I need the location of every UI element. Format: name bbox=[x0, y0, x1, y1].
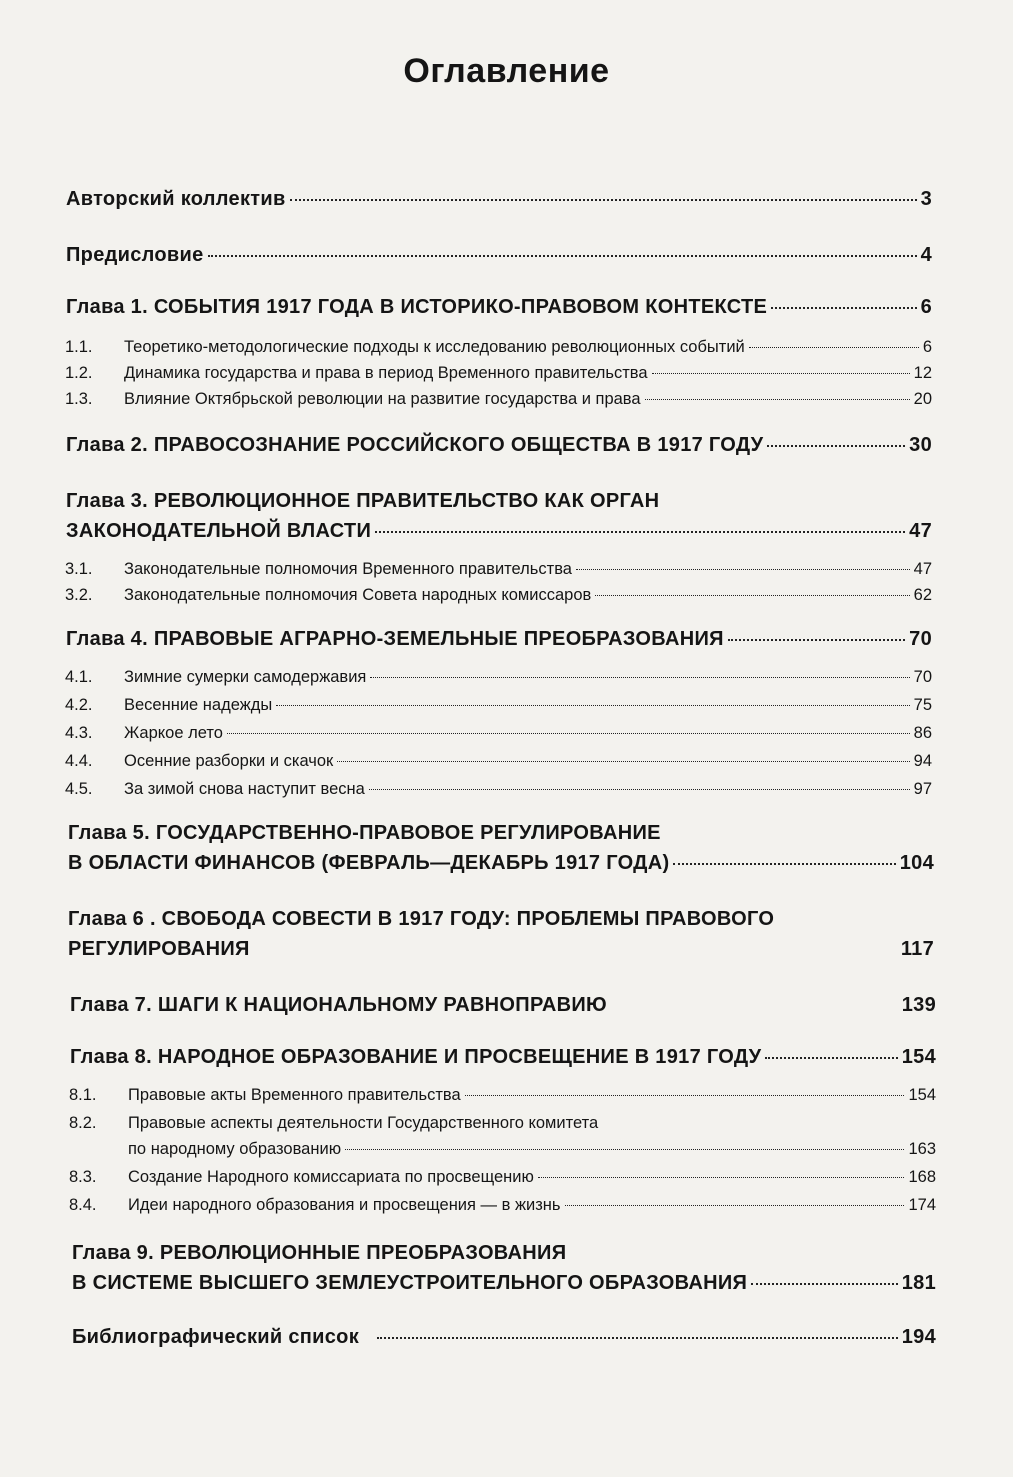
toc-entry-section-4-3[interactable] bbox=[65, 724, 932, 743]
dot-leader bbox=[370, 677, 909, 678]
toc-page-number: 181 bbox=[901, 1272, 936, 1294]
toc-page-number: 154 bbox=[901, 1046, 936, 1068]
dot-leader bbox=[538, 1177, 905, 1178]
toc-entry-label: Глава 1. СОБЫТИЯ 1917 ГОДА В ИСТОРИКО-ПРАВОВОМ КОНТЕКСТЕ bbox=[66, 296, 768, 318]
dot-leader bbox=[290, 199, 917, 201]
section-number: 8.1. bbox=[69, 1086, 97, 1104]
toc-page-number: 104 bbox=[899, 852, 934, 874]
toc-page-number: 168 bbox=[908, 1168, 936, 1186]
dot-leader bbox=[375, 531, 905, 533]
toc-page-number: 6 bbox=[922, 338, 932, 356]
toc-page-number: 4 bbox=[920, 244, 932, 266]
toc-page-number: 174 bbox=[908, 1196, 936, 1214]
section-number: 8.3. bbox=[69, 1168, 97, 1186]
section-number: 8.4. bbox=[69, 1196, 97, 1214]
toc-entry-section-4-4[interactable] bbox=[65, 752, 932, 771]
toc-entry-section-8-2[interactable] bbox=[69, 1114, 936, 1159]
dot-leader bbox=[611, 1005, 898, 1007]
toc-entry-label: РЕГУЛИРОВАНИЯ bbox=[68, 938, 250, 960]
toc-entry-section-4-2[interactable] bbox=[65, 696, 932, 715]
dot-leader bbox=[749, 347, 919, 348]
dot-leader bbox=[728, 639, 905, 641]
toc-entry-label: Авторский коллектив bbox=[66, 188, 286, 210]
toc-page-number: 70 bbox=[909, 628, 932, 650]
dot-leader bbox=[673, 863, 895, 865]
toc-entry-label: Идеи народного образования и просвещения — в жизнь bbox=[128, 1196, 561, 1214]
toc-page-number: 30 bbox=[909, 434, 932, 456]
toc-entry-label: Законодательные полномочия Совета народных комиссаров bbox=[124, 586, 592, 604]
toc-entry-label: Теоретико-методологические подходы к исследованию революционных событий bbox=[124, 338, 745, 356]
dot-leader bbox=[565, 1205, 905, 1206]
dot-leader bbox=[254, 949, 897, 951]
dot-leader bbox=[227, 733, 910, 734]
toc-entry-label: Создание Народного комиссариата по просвещению bbox=[128, 1168, 534, 1186]
dot-leader bbox=[276, 705, 909, 706]
section-number: 1.2. bbox=[65, 364, 93, 382]
toc-entry-section-1-3[interactable] bbox=[65, 390, 932, 409]
toc-entry-label: Весенние надежды bbox=[124, 696, 273, 714]
toc-entry-chapter-2[interactable] bbox=[66, 434, 932, 457]
toc-entry-label: Зимние сумерки самодержавия bbox=[124, 668, 367, 686]
section-number: 4.2. bbox=[65, 696, 93, 714]
page-title: Оглавление bbox=[403, 52, 610, 90]
toc-entry-label: Глава 4. ПРАВОВЫЕ АГРАРНО-ЗЕМЕЛЬНЫЕ ПРЕОБРАЗОВАНИЯ bbox=[66, 628, 724, 650]
section-number: 4.4. bbox=[65, 752, 93, 770]
dot-leader bbox=[337, 761, 909, 762]
dot-leader bbox=[465, 1095, 905, 1096]
toc-page-number: 3 bbox=[920, 188, 932, 210]
toc-entry-chapter-5-line1[interactable]: Глава 5. ГОСУДАРСТВЕННО-ПРАВОВОЕ РЕГУЛИРОВАНИЕ bbox=[68, 822, 661, 844]
toc-entry-section-1-2[interactable] bbox=[65, 364, 932, 383]
toc-entry-section-1-1[interactable] bbox=[65, 338, 932, 357]
toc-entry-label: Законодательные полномочия Временного правительства bbox=[124, 560, 572, 578]
toc-page-number: 194 bbox=[901, 1326, 936, 1348]
section-number: 4.1. bbox=[65, 668, 93, 686]
toc-entry-bibliography[interactable] bbox=[72, 1326, 936, 1349]
toc-page-number: 86 bbox=[913, 724, 932, 742]
toc-entry-chapter-3[interactable] bbox=[66, 520, 932, 543]
toc-entry-chapter-4[interactable] bbox=[66, 628, 932, 651]
toc-entry-section-8-1[interactable] bbox=[69, 1086, 936, 1105]
toc-page-number: 6 bbox=[920, 296, 932, 318]
toc-entry-chapter-7[interactable] bbox=[70, 994, 936, 1017]
toc-entry-label-line1: Правовые аспекты деятельности Государственного комитета bbox=[128, 1114, 599, 1132]
toc-entry-section-8-3[interactable] bbox=[69, 1168, 936, 1187]
toc-entry-chapter-9-line1[interactable]: Глава 9. РЕВОЛЮЦИОННЫЕ ПРЕОБРАЗОВАНИЯ bbox=[72, 1242, 567, 1264]
toc-entry-label: Влияние Октябрьской революции на развитие государства и права bbox=[124, 390, 641, 408]
toc-page-number: 20 bbox=[913, 390, 932, 408]
toc-entry-chapter-8[interactable] bbox=[70, 1046, 936, 1069]
dot-leader bbox=[595, 595, 909, 596]
toc-entry-label: Жаркое лето bbox=[124, 724, 223, 742]
section-number: 4.3. bbox=[65, 724, 93, 742]
toc-entry-label: ЗАКОНОДАТЕЛЬНОЙ ВЛАСТИ bbox=[66, 520, 372, 542]
toc-page-number: 62 bbox=[913, 586, 932, 604]
toc-page-number: 47 bbox=[909, 520, 932, 542]
toc-entry-preface[interactable] bbox=[66, 244, 932, 267]
toc-entry-chapter-6-line1[interactable]: Глава 6 . СВОБОДА СОВЕСТИ В 1917 ГОДУ: ПРОБЛЕМЫ ПРАВОВОГО bbox=[68, 908, 775, 930]
toc-page-number: 154 bbox=[908, 1086, 936, 1104]
toc-entry-label: Осенние разборки и скачок bbox=[124, 752, 334, 770]
toc-page-number: 97 bbox=[913, 780, 932, 798]
toc-page-number: 163 bbox=[908, 1140, 936, 1158]
toc-entry-section-4-1[interactable] bbox=[65, 668, 932, 687]
section-number: 4.5. bbox=[65, 780, 93, 798]
dot-leader bbox=[751, 1283, 898, 1285]
section-number: 1.1. bbox=[65, 338, 93, 356]
toc-entry-chapter-1[interactable] bbox=[66, 296, 932, 319]
toc-entry-section-8-4[interactable] bbox=[69, 1196, 936, 1215]
toc-page-number: 70 bbox=[913, 668, 932, 686]
toc-page-number: 139 bbox=[901, 994, 936, 1016]
toc-entry-chapter-3-line1[interactable]: Глава 3. РЕВОЛЮЦИОННОЕ ПРАВИТЕЛЬСТВО КАК ОРГАН bbox=[66, 490, 660, 512]
toc-entry-label: Предисловие bbox=[66, 244, 204, 266]
section-number: 8.2. bbox=[69, 1114, 97, 1132]
toc-entry-section-3-1[interactable] bbox=[65, 560, 932, 579]
toc-page-number: 75 bbox=[913, 696, 932, 714]
toc-entry-chapter-6[interactable] bbox=[68, 938, 934, 961]
toc-entry-chapter-5[interactable] bbox=[68, 852, 934, 875]
toc-entry-label: В ОБЛАСТИ ФИНАНСОВ (ФЕВРАЛЬ—ДЕКАБРЬ 1917 ГОДА) bbox=[68, 852, 670, 874]
dot-leader bbox=[345, 1149, 904, 1150]
toc-page-number: 117 bbox=[900, 938, 934, 960]
dot-leader bbox=[576, 569, 910, 570]
toc-entry-label: За зимой снова наступит весна bbox=[124, 780, 365, 798]
dot-leader bbox=[369, 789, 910, 790]
toc-entry-label: Библиографический список bbox=[72, 1326, 360, 1348]
dot-leader bbox=[652, 373, 910, 374]
dot-leader bbox=[767, 445, 905, 447]
toc-entry-label: Глава 8. НАРОДНОЕ ОБРАЗОВАНИЕ И ПРОСВЕЩЕНИЕ В 1917 ГОДУ bbox=[70, 1046, 762, 1068]
toc-entry-section-4-5[interactable] bbox=[65, 780, 932, 799]
toc-entry-label: по народному образованию bbox=[128, 1140, 342, 1158]
toc-entry-section-3-2[interactable] bbox=[65, 586, 932, 605]
dot-leader bbox=[771, 307, 916, 309]
toc-entry-authors[interactable] bbox=[66, 188, 932, 211]
toc-page-number: 94 bbox=[913, 752, 932, 770]
dot-leader bbox=[208, 255, 917, 257]
toc-entry-label: Правовые акты Временного правительства bbox=[128, 1086, 461, 1104]
section-number: 3.2. bbox=[65, 586, 93, 604]
section-number: 1.3. bbox=[65, 390, 93, 408]
dot-leader bbox=[377, 1337, 898, 1339]
dot-leader bbox=[765, 1057, 897, 1059]
section-number: 3.1. bbox=[65, 560, 93, 578]
toc-entry-label: Глава 7. ШАГИ К НАЦИОНАЛЬНОМУ РАВНОПРАВИЮ bbox=[70, 994, 607, 1016]
toc-entry-label: В СИСТЕМЕ ВЫСШЕГО ЗЕМЛЕУСТРОИТЕЛЬНОГО ОБРАЗОВАНИЯ bbox=[72, 1272, 748, 1294]
toc-entry-chapter-9[interactable] bbox=[72, 1272, 936, 1295]
toc-entry-label: Динамика государства и права в период Временного правительства bbox=[124, 364, 648, 382]
toc-page-number: 12 bbox=[913, 364, 932, 382]
toc-page-number: 47 bbox=[913, 560, 932, 578]
toc-entry-label: Глава 2. ПРАВОСОЗНАНИЕ РОССИЙСКОГО ОБЩЕСТВА В 1917 ГОДУ bbox=[66, 434, 764, 456]
dot-leader bbox=[645, 399, 910, 400]
